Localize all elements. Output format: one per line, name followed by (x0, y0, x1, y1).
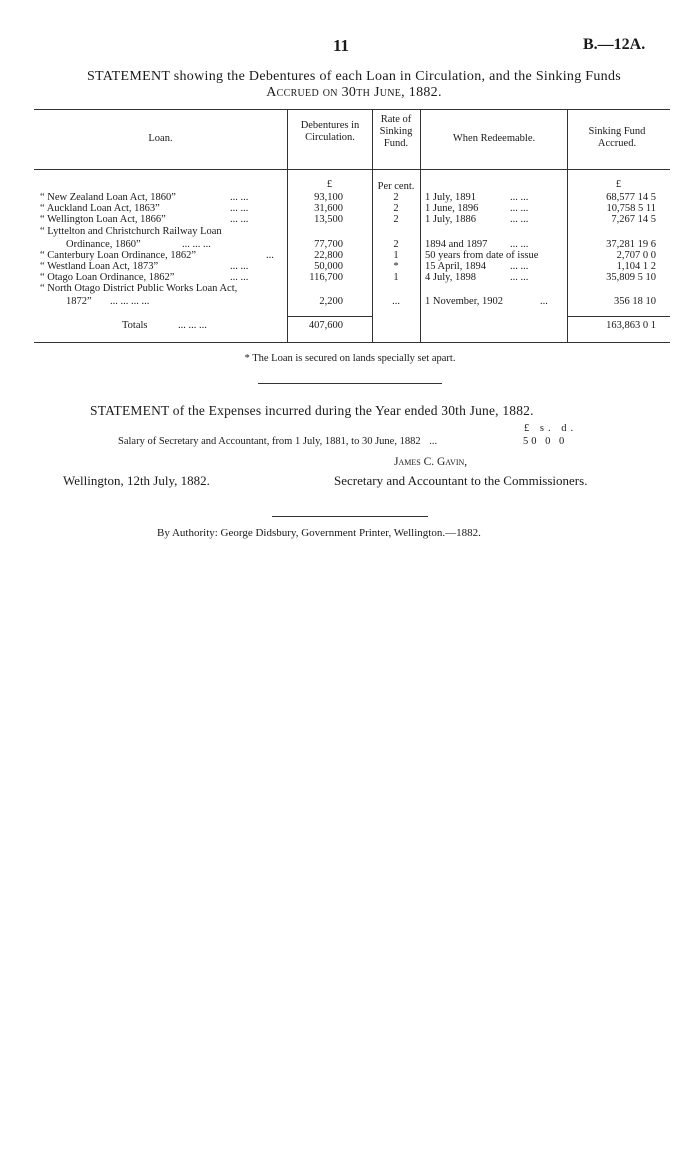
table-row-dots: ... ... (230, 214, 249, 225)
table-row-redeemable: 1 June, 1896 (425, 203, 479, 214)
table-row-dots: ... ... (230, 203, 249, 214)
table-row-sinking: 356 18 10 (614, 296, 656, 307)
table-row-sinking: 7,267 14 5 (611, 214, 656, 225)
table-row-debentures: 22,800 (314, 250, 343, 261)
table-row-loan: “ Auckland Loan Act, 1863” (40, 203, 160, 214)
table-row-loan-cont: 1872” (66, 296, 92, 307)
table-header-rule (34, 169, 670, 170)
table-row-dots: ... ... (230, 192, 249, 203)
unit-rate: Per cent. (377, 181, 415, 192)
table-row-rate: 2 (393, 239, 399, 250)
expense-item-label: Salary of Secretary and Accountant, from 1 July, 1881, to 30 June, 1882 (118, 436, 421, 447)
table-row-debentures: 93,100 (314, 192, 343, 203)
table-row-dots: ... ... ... ... (110, 296, 150, 307)
table-row-redeemable: 1 November, 1902 (425, 296, 504, 307)
table-row-sinking: 68,577 14 5 (606, 192, 656, 203)
table-row-redeemable: 1 July, 1886 (425, 214, 476, 225)
table-row-rate: 1 (393, 272, 399, 283)
statement-title-line-1: STATEMENT showing the Debentures of each Loan in Circulation, and the Sinking Funds (86, 69, 622, 84)
imprint-divider (272, 516, 428, 517)
table-row-debentures: 116,700 (309, 272, 343, 283)
totals-sinking: 163,863 0 1 (606, 320, 656, 331)
header-redeemable: When Redeemable. (452, 133, 536, 144)
signatory-name: James C. Gavin, (394, 456, 468, 468)
expenses-statement-title: STATEMENT of the Expenses incurred during the Year ended 30th June, 1882. (90, 403, 534, 418)
table-row-sinking: 1,104 1 2 (616, 261, 656, 272)
table-row-rate: 1 (393, 250, 399, 261)
header-rate: Rate of Sinking Fund. (379, 114, 413, 149)
table-row-redeem-dots: ... ... (510, 214, 529, 225)
table-bottom-rule (34, 342, 670, 343)
header-loan: Loan. (148, 133, 173, 144)
table-row-sinking: 37,281 19 6 (606, 239, 656, 250)
totals-debentures: 407,600 (308, 320, 343, 331)
table-row-dots: ... (266, 250, 274, 261)
table-totals-rule (287, 316, 372, 317)
table-row-rate: 2 (393, 192, 399, 203)
table-row-debentures: 50,000 (314, 261, 343, 272)
table-row-redeem-dots: ... (540, 296, 548, 307)
table-row-sinking: 35,809 5 10 (606, 272, 656, 283)
table-totals-rule-2 (567, 316, 670, 317)
unit-debentures: £ (326, 179, 333, 190)
totals-label: Totals (122, 320, 148, 331)
table-row-redeemable: 1894 and 1897 (425, 239, 488, 250)
table-row-loan: “ North Otago District Public Works Loan Act, (40, 283, 238, 294)
table-row-debentures: 13,500 (314, 214, 343, 225)
table-row-redeemable: 50 years from date of issue (425, 250, 539, 261)
table-row-rate: 2 (393, 214, 399, 225)
table-row-rate: ... (392, 296, 400, 307)
table-row-loan: “ New Zealand Loan Act, 1860” (40, 192, 176, 203)
table-row-redeem-dots: ... ... (510, 203, 529, 214)
table-top-rule (34, 109, 670, 110)
table-row-rate: 2 (393, 203, 399, 214)
table-row-redeem-dots: ... ... (510, 272, 529, 283)
table-row-debentures: 77,700 (314, 239, 343, 250)
table-row-redeemable: 4 July, 1898 (425, 272, 476, 283)
table-row-loan: “ Westland Loan Act, 1873” (40, 261, 159, 272)
col-divider-4 (567, 109, 568, 342)
table-row-loan: “ Otago Loan Ordinance, 1862” (40, 272, 175, 283)
document-reference: B.—12A. (583, 36, 646, 53)
table-row-loan: “ Wellington Loan Act, 1866” (40, 214, 166, 225)
table-row-loan-cont: Ordinance, 1860” (66, 239, 141, 250)
table-row-loan: “ Lyttelton and Christchurch Railway Loan (40, 226, 222, 237)
header-sinking: Sinking Fund Accrued. (588, 126, 646, 149)
table-row-rate: * (393, 261, 399, 272)
signatory-title: Secretary and Accountant to the Commissioners. (334, 473, 588, 488)
table-row-debentures: 2,200 (319, 296, 343, 307)
table-row-dots: ... ... (230, 272, 249, 283)
printer-imprint: By Authority: George Didsbury, Government Printer, Wellington.—1882. (157, 527, 481, 539)
place-date: Wellington, 12th July, 1882. (63, 473, 210, 488)
statement-title-line-2: Accrued on 30th June, 1882. (266, 85, 442, 100)
table-row-redeem-dots: ... ... (510, 261, 529, 272)
section-divider (258, 383, 442, 384)
table-row-redeem-dots: ... ... (510, 192, 529, 203)
footnote: * The Loan is secured on lands specially set apart. (244, 353, 456, 364)
table-row-redeemable: 1 July, 1891 (425, 192, 476, 203)
table-row-sinking: 2,707 0 0 (616, 250, 656, 261)
table-row-redeemable: 15 April, 1894 (425, 261, 486, 272)
unit-sinking: £ (615, 179, 622, 190)
table-row-sinking: 10,758 5 11 (606, 203, 656, 214)
table-row-dots: ... ... ... (182, 239, 211, 250)
totals-dots: ... ... ... (178, 320, 207, 331)
table-row-debentures: 31,600 (314, 203, 343, 214)
statement-title (44, 69, 664, 101)
table-row-redeem-dots: ... ... (510, 239, 529, 250)
table-row-dots: ... ... (230, 261, 249, 272)
currency-header: £ s. d. (524, 423, 578, 434)
table-row-loan: “ Canterbury Loan Ordinance, 1862” (40, 250, 196, 261)
header-debentures: Debentures in Circulation. (300, 120, 360, 143)
expense-item-dots: ... (429, 436, 438, 447)
page-number: 11 (333, 36, 350, 55)
expense-amount: 50 0 0 (523, 436, 568, 447)
expense-item (118, 436, 437, 447)
